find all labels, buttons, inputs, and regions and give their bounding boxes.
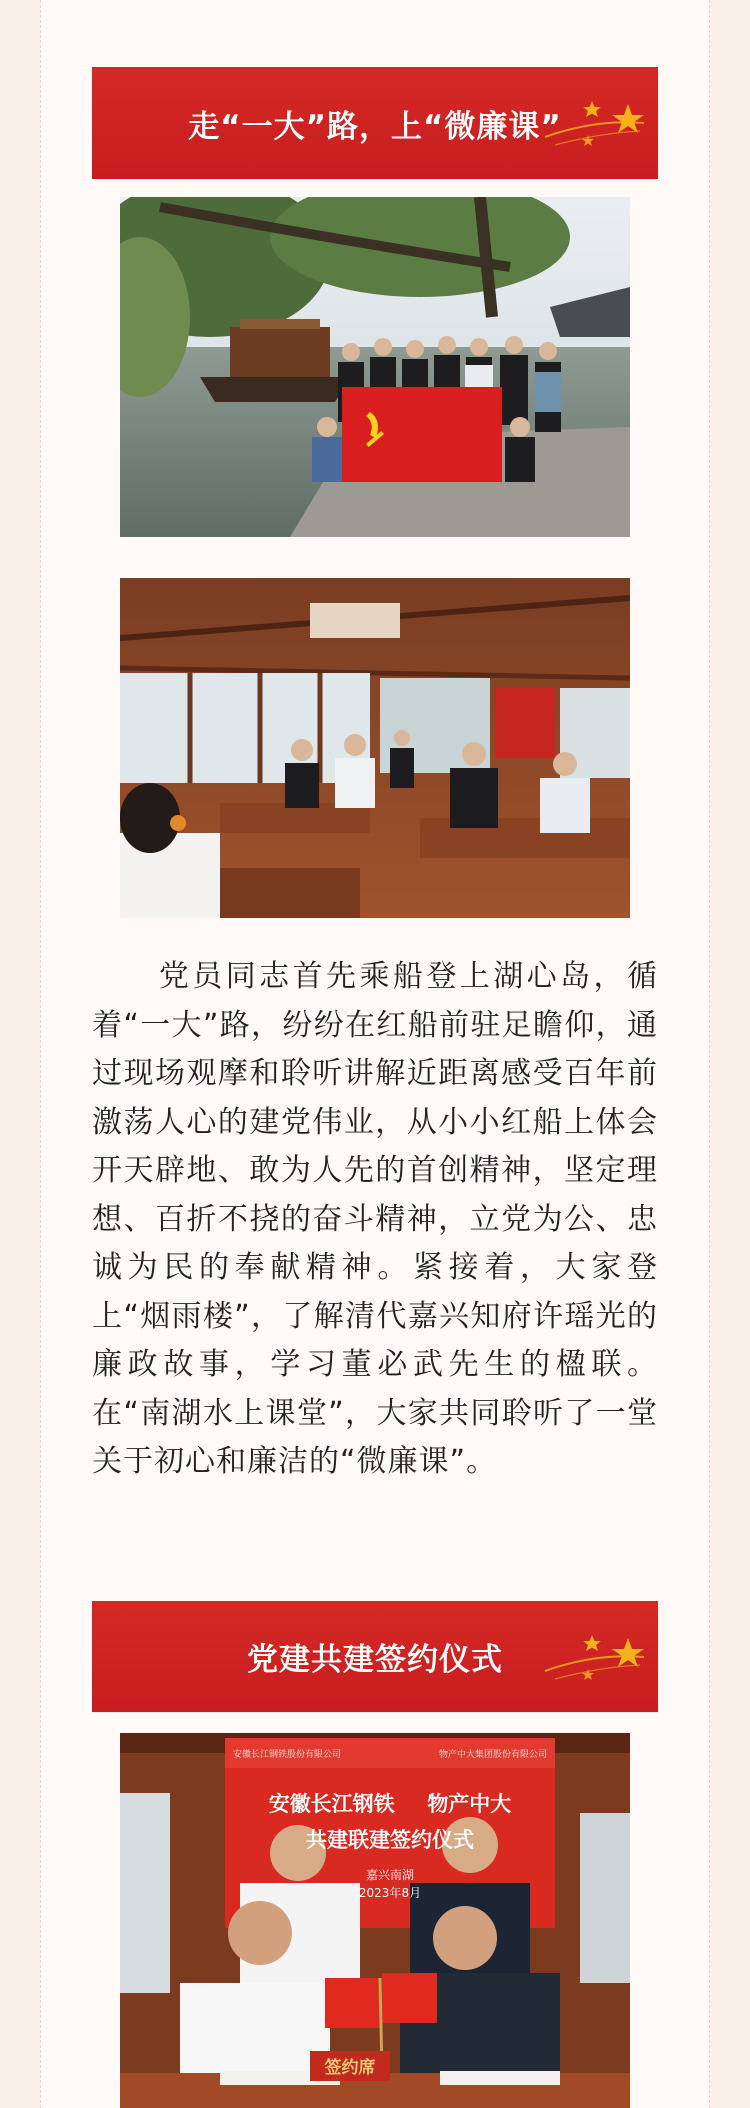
- section-banner-signing: [92, 1601, 658, 1712]
- screen-location: 嘉兴南湖: [365, 1868, 414, 1882]
- classroom-photo-boat: [120, 578, 630, 918]
- star-decoration-icon: [540, 1623, 650, 1693]
- screen-title-right: 物产中大: [427, 1792, 512, 1816]
- section-banner-visit: [92, 67, 658, 179]
- section-title: 党建共建签约仪式: [247, 1642, 503, 1678]
- group-photo-red-boat: [120, 197, 630, 537]
- desk-sign: 签约席: [324, 2058, 376, 2078]
- screen-date: 2023年8月: [358, 1886, 422, 1900]
- section-title: 走“一大”路，上“微廉课”: [188, 108, 562, 145]
- screen-subtitle: 共建联建签约仪式: [306, 1828, 474, 1852]
- star-decoration-icon: [540, 89, 650, 159]
- article-paragraph: 党员同志首先乘船登上湖心岛，循着“一大”路，纷纷在红船前驻足瞻仰，通过现场观摩和聆听讲解近距离感受百年前激荡人心的建党伟业，从小小红船上体会开天辟地、敢为人先的首创精神，坚定理想、百折不挠的奋斗精神，立党为公、忠诚为民的奉献精神。紧接着，大家登上“烟雨楼”，了解清代嘉兴知府许瑶光的廉政故事，学习董必武先生的楹联。在“南湖水上课堂”，大家共同聆听了一堂关于初心和廉洁的“微廉课”。: [92, 959, 658, 1479]
- screen-company-left: 安徽长江钢铁股份有限公司: [233, 1750, 342, 1760]
- screen-title-left: 安徽长江钢铁: [268, 1792, 395, 1816]
- signing-ceremony-photo: [120, 1733, 630, 2108]
- screen-company-right: 物产中大集团股份有限公司: [438, 1750, 547, 1760]
